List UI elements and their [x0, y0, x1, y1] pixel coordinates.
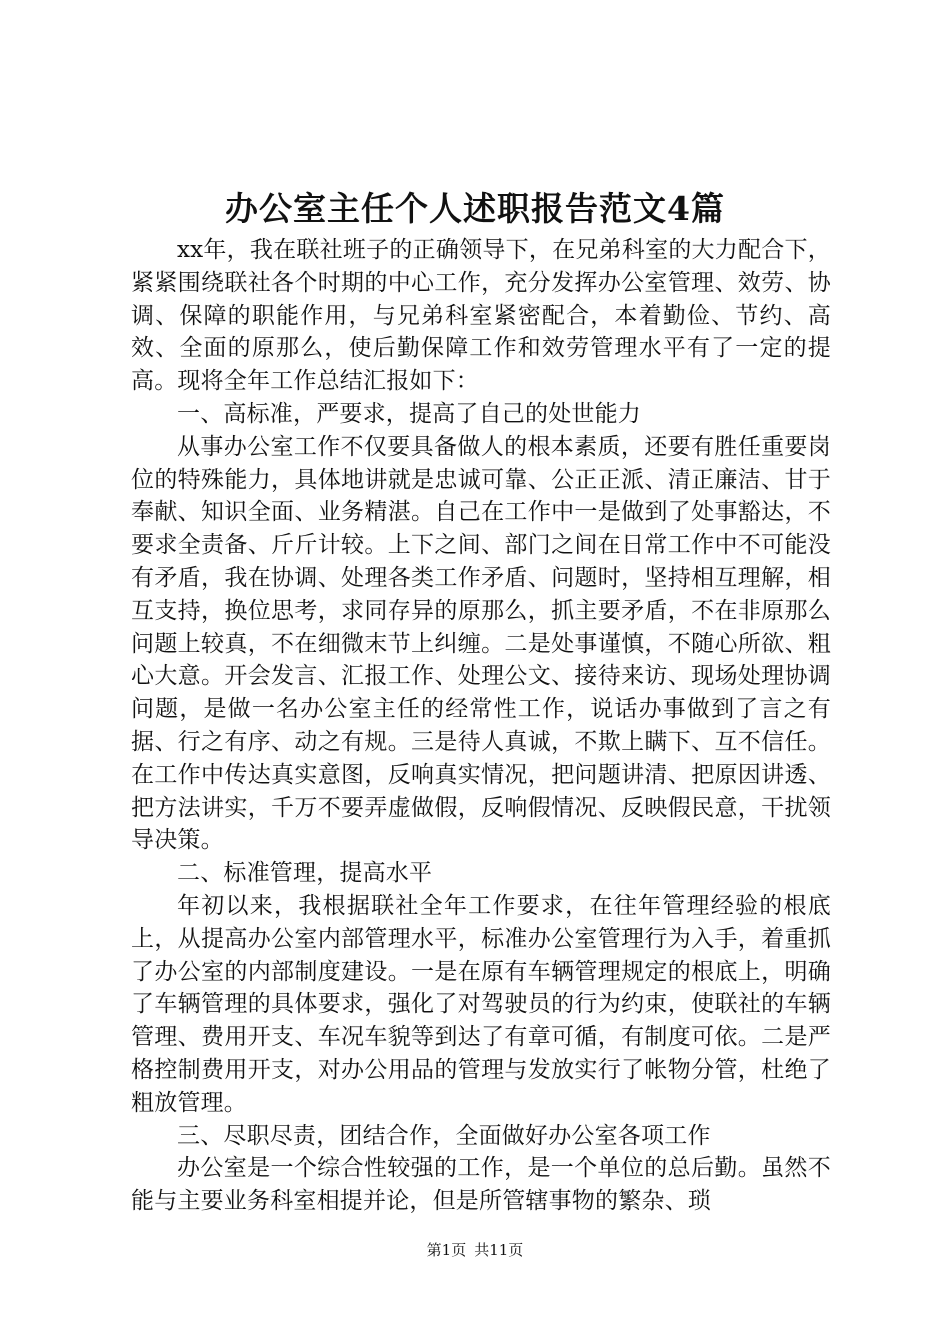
section-heading-1: 一、高标准，严要求，提高了自己的处世能力 [177, 400, 641, 427]
page-footer [0, 1240, 950, 1260]
document-body [131, 234, 831, 1218]
paragraph-section-2: 年初以来，我根据联社全年工作要求，在往年管理经验的根底上，从提高办公室内部管理水平，标准办公室管理行为入手，着重抓了办公室的内部制度建设。一是在原有车辆管理规定的根底上，明确了车辆管理的具体要求，强化了对驾驶员的行为约束，使联社的车辆管理、费用开支、车况车貌等到达了有章可循，有制度可依。二是严格控制费用开支，对办公用品的管理与发放实行了帐物分管，杜绝了粗放管理。 [131, 892, 831, 1116]
paragraph-section-3: 办公室是一个综合性较强的工作，是一个单位的总后勤。虽然不能与主要业务科室相提并论，但是所管辖事物的繁杂、琐 [131, 1155, 831, 1215]
document-title: 办公室主任个人述职报告范文4篇 [225, 189, 725, 228]
page-total: 共11页 [474, 1241, 524, 1259]
page-number: 第1页 [426, 1241, 467, 1259]
section-heading-3: 三、尽职尽责，团结合作，全面做好办公室各项工作 [177, 1122, 711, 1149]
paragraph-section-1: 从事办公室工作不仅要具备做人的根本素质，还要有胜任重要岗位的特殊能力，具体地讲就是忠诚可靠、公正正派、清正廉洁、甘于奉献、知识全面、业务精湛。自己在工作中一是做到了处事豁达，不要求全责备、斤斤计较。上下之间、部门之间在日常工作中不可能没有矛盾，我在协调、处理各类工作矛盾、问题时，坚持相互理解，相互支持，换位思考，求同存异的原那么，抓主要矛盾，不在非原那么问题上较真，不在细微末节上纠缠。二是处事谨慎，不随心所欲、粗心大意。开会发言、汇报工作、处理公文、接待来访、现场处理协调问题，是做一名办公室主任的经常性工作，说话办事做到了言之有据、行之有序、动之有规。三是待人真诚，不欺上瞒下、互不信任。在工作中传达真实意图，反响真实情况，把问题讲清、把原因讲透、把方法讲实，千万不要弄虚做假，反响假情况、反映假民意，干扰领导决策。 [131, 433, 831, 854]
section-heading-2: 二、标准管理，提高水平 [177, 860, 433, 887]
paragraph-intro: xx年，我在联社班子的正确领导下，在兄弟科室的大力配合下，紧紧围绕联社各个时期的中心工作，充分发挥办公室管理、效劳、协调、保障的职能作用，与兄弟科室紧密配合，本着勤俭、节约、高效、全面的原那么，使后勤保障工作和效劳管理水平有了一定的提高。现将全年工作总结汇报如下： [131, 237, 831, 395]
